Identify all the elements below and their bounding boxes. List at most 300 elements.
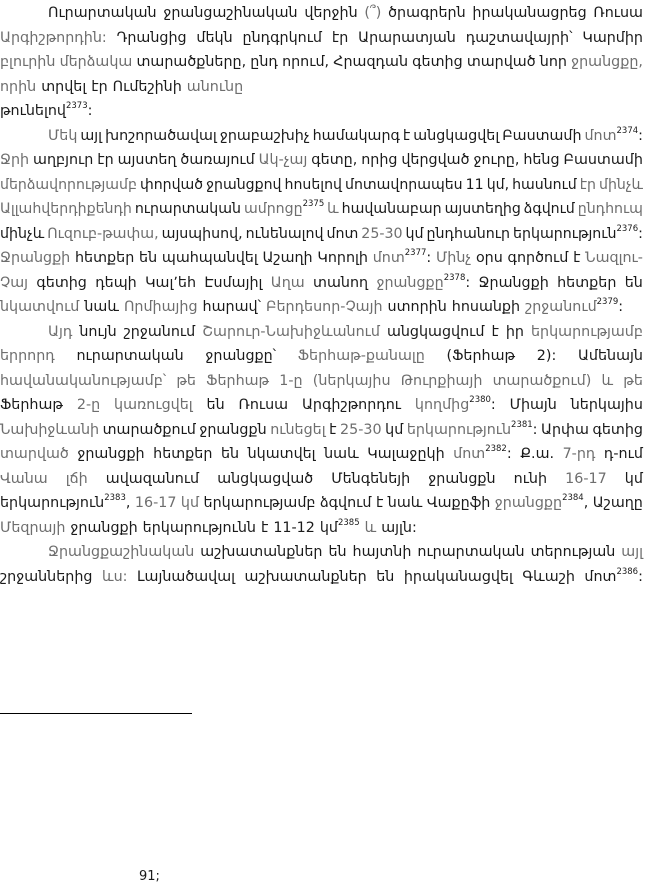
word-text: Ակ-չայ (258, 152, 308, 168)
text-word (245, 567, 367, 587)
text-word (206, 175, 281, 195)
text-word (520, 444, 554, 464)
text-word (199, 420, 266, 440)
text-word (571, 52, 643, 72)
word-text: ևս: (101, 568, 128, 585)
word-text: մոտ (326, 225, 359, 242)
text-word (48, 3, 157, 23)
text-word (427, 493, 490, 513)
text-line (0, 273, 643, 293)
word-text: Շարուր-Նախիջևանում (202, 323, 380, 340)
word-text: այստեղ (117, 152, 177, 168)
word-text: տարածքում (102, 421, 196, 438)
text-word (217, 469, 313, 489)
text-word (0, 175, 137, 195)
word-text: գետից (36, 274, 87, 291)
text-word (266, 297, 383, 317)
text-word (250, 52, 278, 72)
punctuation: , (583, 495, 589, 511)
text-word (70, 518, 137, 538)
word-text: երկարությունն (142, 519, 256, 536)
word-text: տանող (313, 274, 369, 291)
text-word (525, 297, 623, 317)
word-text: ստորին (387, 299, 447, 315)
text-line (0, 248, 643, 268)
word-text: Ուրարտական (48, 5, 157, 21)
word-text: Բերդեսոր-Չայի (265, 299, 383, 315)
word-text: աշխատանքներ (200, 544, 323, 560)
text-word (387, 322, 484, 342)
text-line (0, 420, 643, 440)
word-text: հետքեր (153, 446, 213, 462)
text-word (625, 273, 643, 293)
word-text: ջրանցքի (77, 446, 145, 462)
text-word (135, 493, 177, 513)
text-word (48, 542, 194, 562)
text-word (47, 224, 158, 244)
word-text: վերջին (304, 5, 358, 21)
word-text: հետքեր (557, 274, 617, 291)
text-word (248, 444, 316, 464)
word-text: հենց (523, 152, 560, 168)
text-word (466, 175, 484, 195)
text-word (406, 224, 424, 244)
text-line (0, 77, 248, 97)
footnote-reference[interactable]: 2377 (404, 248, 427, 259)
text-word (510, 395, 557, 415)
word-text: տարված (466, 54, 536, 70)
text-word (331, 469, 410, 489)
text-word (143, 518, 256, 538)
text-word (206, 371, 269, 391)
word-text: (ներկայիս (312, 372, 391, 389)
footnote-reference[interactable]: 2384 (562, 493, 584, 504)
text-word (0, 395, 63, 415)
text-word (304, 3, 357, 23)
word-text: և (601, 372, 614, 389)
punctuation: : (532, 421, 538, 438)
text-word (415, 395, 496, 415)
word-text: մոտ (584, 127, 617, 144)
word-text: Ջրի (0, 152, 30, 168)
footnote-reference[interactable]: 2379 (596, 297, 619, 308)
punctuation: : (506, 446, 512, 462)
text-word (205, 346, 276, 366)
word-text: ձգվում (523, 201, 575, 217)
text-word (403, 126, 410, 146)
word-text: է (402, 127, 411, 144)
text-word (491, 322, 498, 342)
text-word (0, 469, 48, 489)
word-text: և (364, 519, 377, 536)
word-text: է (329, 421, 337, 438)
word-text: Վաքըֆի (426, 495, 491, 511)
word-text: աղբյուր (33, 152, 94, 168)
word-text: դ-ում (603, 446, 643, 462)
text-word (358, 28, 456, 48)
word-text: էր (579, 176, 596, 193)
word-text: մինչև (599, 176, 643, 193)
text-word (407, 420, 538, 440)
word-text: 11 (465, 176, 484, 193)
word-text: Աշաղի (262, 250, 313, 266)
text-word (135, 199, 241, 219)
word-text: ընդհանուր (426, 225, 510, 242)
word-text: մոտավորապես (345, 176, 463, 193)
text-word (584, 567, 643, 587)
word-text: Մինչ (435, 250, 472, 266)
text-word (333, 52, 408, 72)
text-word (246, 224, 324, 244)
word-text: հոսելով (284, 176, 342, 193)
word-text: Ջրանցքաշինական (48, 544, 195, 560)
text-word (181, 493, 199, 513)
text-line (0, 518, 422, 538)
text-word (113, 77, 182, 97)
footnote-reference[interactable]: 2386 (616, 566, 639, 577)
text-word (162, 224, 243, 244)
text-word (0, 420, 99, 440)
word-text: Ք.ա. (520, 446, 555, 462)
text-word (0, 346, 55, 366)
word-text: պահպանվել (161, 250, 258, 266)
footnote-reference[interactable]: 2382 (485, 444, 507, 455)
footnote-reference[interactable]: 2378 (443, 272, 466, 283)
word-text: հավանաբար (341, 201, 442, 217)
word-text: էր (331, 29, 349, 46)
word-text: 16-17 (565, 470, 607, 487)
text-word (95, 273, 137, 293)
word-text: փորված (139, 176, 204, 193)
word-text: նաև (84, 299, 119, 315)
word-text: Թուրքիայի (400, 372, 483, 389)
text-word (0, 28, 107, 48)
text-word (77, 395, 100, 415)
word-text: Ֆերհաթ-քանալը (297, 348, 425, 364)
text-word (317, 248, 368, 268)
text-word (76, 346, 183, 366)
text-word (578, 199, 643, 219)
text-word (202, 322, 380, 342)
word-text: Կորոլի (317, 250, 368, 266)
word-text: Արգիշթորդին: (0, 29, 107, 46)
word-text: Լայնածավալ (136, 568, 236, 585)
text-word (625, 469, 643, 489)
text-word (200, 542, 322, 562)
text-word (472, 3, 586, 23)
text-word (162, 248, 258, 268)
text-word (508, 248, 569, 268)
punctuation: : (490, 397, 496, 413)
word-text: Որմիայից (123, 299, 198, 315)
text-word (599, 175, 643, 195)
text-word (60, 52, 133, 72)
text-word (376, 493, 383, 513)
word-text: օրս (475, 250, 503, 266)
text-word (623, 371, 643, 391)
text-word (621, 542, 643, 562)
text-word (239, 395, 289, 415)
word-text: իրականացվել (403, 568, 513, 585)
text-word (512, 175, 577, 195)
text-word (140, 175, 203, 195)
word-text: տրվել (41, 78, 87, 95)
text-line (48, 3, 643, 23)
text-word (124, 297, 198, 317)
word-text: ունենալով (245, 225, 324, 242)
text-word (180, 150, 254, 170)
text-line (0, 469, 643, 489)
word-text: երկարություն (0, 495, 105, 511)
word-text: մինչև (0, 225, 45, 242)
text-word (320, 518, 360, 538)
text-word (204, 493, 316, 513)
word-text: թունելով (0, 103, 66, 119)
text-word (604, 444, 643, 464)
footnote-reference[interactable]: 2373 (65, 101, 88, 112)
word-text: մերձավորությամբ (0, 176, 137, 193)
word-text: Ռուսա (593, 5, 643, 21)
text-word (427, 224, 510, 244)
word-text: ջրաբաշխիչ (219, 127, 310, 144)
text-line (0, 493, 643, 513)
text-word (0, 493, 130, 513)
text-word (388, 3, 466, 23)
text-word (0, 199, 132, 219)
text-word (0, 567, 92, 587)
text-word (531, 542, 616, 562)
text-word (531, 322, 643, 342)
text-word (563, 444, 596, 464)
word-text: աշխատանքներ (244, 568, 367, 585)
text-word (412, 52, 463, 72)
word-text: ջրանցքով (206, 176, 282, 193)
text-word (48, 126, 77, 146)
word-text: Արփա (541, 421, 589, 438)
text-word (345, 175, 463, 195)
text-word (582, 28, 643, 48)
text-word (476, 248, 503, 268)
word-text: երրորդ (0, 348, 55, 364)
word-text: երկարությամբ (203, 495, 316, 511)
word-text: 2-ը (76, 397, 101, 413)
text-word (365, 518, 377, 538)
word-text: հարավ՝ (202, 299, 261, 315)
text-word (0, 297, 79, 317)
text-word (361, 150, 397, 170)
word-text: ընդ (250, 54, 278, 70)
word-text: Ռուսա (238, 397, 289, 413)
word-text: Կարմիր (582, 29, 643, 46)
text-word (79, 322, 116, 342)
text-word (176, 371, 196, 391)
word-text: կմ, (486, 176, 510, 193)
text-word (513, 224, 643, 244)
word-text: Ֆերհաթ (206, 372, 270, 389)
text-word (320, 493, 372, 513)
word-text: երկարությամբ (531, 323, 643, 340)
word-text: կմ (180, 495, 200, 511)
text-word (340, 420, 382, 440)
text-line (0, 175, 643, 195)
word-text: հոսանքի (451, 299, 521, 315)
footnote-separator (0, 713, 192, 714)
word-text: երկարություն (512, 225, 617, 242)
text-word (270, 420, 325, 440)
text-word (342, 199, 442, 219)
word-text: (՞) (364, 5, 382, 21)
word-text: որին (0, 78, 37, 95)
word-text: Արարատյան (358, 29, 456, 46)
text-word (487, 175, 509, 195)
word-text: մոտ (584, 568, 617, 585)
word-text: ջրանցքի (70, 519, 138, 536)
text-line (0, 150, 643, 170)
text-word (0, 273, 28, 293)
footnote-reference[interactable]: 2385 (337, 517, 360, 528)
text-word (404, 567, 513, 587)
word-text: Ֆերհաթ (0, 397, 63, 413)
word-text: երկարություն (406, 421, 512, 438)
word-text: կմ (624, 470, 643, 487)
text-word (273, 518, 315, 538)
text-word (332, 28, 348, 48)
text-word (137, 567, 235, 587)
text-word (77, 444, 144, 464)
text-word (102, 567, 127, 587)
text-word (0, 101, 92, 121)
word-text: ընդհուպ (577, 201, 643, 217)
word-text: բլուրին (0, 54, 56, 70)
word-text: ունի (513, 470, 548, 487)
word-text: գործում (507, 250, 569, 266)
text-word (139, 248, 157, 268)
word-text: ներկայիս (570, 397, 643, 413)
text-word (592, 420, 643, 440)
word-text: մեկն (196, 29, 233, 46)
text-line (48, 126, 643, 146)
word-text: են (624, 274, 643, 291)
word-text: և (327, 201, 339, 217)
text-word (48, 322, 72, 342)
text-word (204, 273, 262, 293)
word-text: են (328, 544, 347, 560)
word-text: 2): (536, 348, 557, 364)
word-text: Ամենայն (577, 348, 643, 364)
footnote-reference[interactable]: 2376 (616, 223, 639, 234)
word-text: հասնում (512, 176, 577, 193)
text-word (106, 469, 199, 489)
text-word (453, 444, 512, 464)
word-text: Մեզրայի (0, 519, 66, 536)
text-word (84, 297, 119, 317)
text-line (0, 297, 628, 317)
text-word (353, 542, 412, 562)
word-text: լճի (65, 470, 88, 487)
word-text: ջրանցքը, (571, 54, 643, 70)
word-text: որում, (282, 54, 330, 70)
text-word (524, 199, 575, 219)
word-text: մոտ (453, 446, 486, 462)
word-text: ուրարտական (76, 348, 184, 364)
word-text: վերցված (401, 152, 470, 168)
text-word (445, 199, 521, 219)
text-word (0, 248, 70, 268)
word-text: Կալ՚եհ (145, 274, 197, 291)
word-text: հավանականությամբ՝ (0, 372, 167, 389)
text-word (66, 469, 88, 489)
word-text: 11-12 (273, 519, 315, 536)
word-text: Միայն (509, 397, 557, 413)
text-word (203, 297, 261, 317)
text-word (578, 346, 643, 366)
text-line (0, 346, 643, 366)
text-line (0, 371, 643, 391)
text-word (367, 444, 444, 464)
word-text: Վանա (0, 470, 48, 487)
word-text: դեպի (95, 274, 137, 291)
word-text: Ջրանցքի (478, 274, 549, 291)
word-text: Դրանցից (116, 29, 187, 46)
word-text: մոտ (372, 250, 405, 266)
footnote-reference[interactable]: 2383 (104, 493, 126, 504)
word-text: շրջաններից (0, 568, 93, 585)
text-word (364, 3, 381, 23)
text-word (473, 150, 519, 170)
word-text: ընդգրկում (242, 29, 322, 46)
text-word (479, 273, 549, 293)
word-text: տարված (0, 446, 69, 462)
text-word (0, 77, 36, 97)
text-line (0, 567, 643, 587)
word-text: ջրանցքն (428, 470, 496, 487)
word-text: ձգվում (319, 495, 372, 511)
text-word (145, 273, 196, 293)
word-text: Ալլահվերդիքենդի (0, 201, 132, 217)
word-text: կողմից (414, 397, 470, 413)
text-line (0, 444, 643, 464)
word-text: է (375, 495, 384, 511)
text-word (279, 371, 302, 391)
text-word (302, 395, 401, 415)
footnote-reference[interactable]: 2374 (616, 125, 639, 136)
word-text: այսպիսով, (161, 225, 243, 242)
word-text: է (491, 323, 499, 340)
word-text: կմ (405, 225, 424, 242)
text-word (80, 126, 102, 146)
text-word (557, 273, 616, 293)
footnote-reference[interactable]: 2380 (469, 395, 491, 406)
text-word (428, 469, 495, 489)
text-word (262, 248, 312, 268)
word-text: հետքեր (75, 250, 135, 266)
word-text: ավազանում (105, 470, 200, 487)
word-text: ջրանցքը՝ (205, 348, 277, 364)
text-word (376, 567, 394, 587)
text-word (571, 395, 643, 415)
text-word (580, 175, 596, 195)
punctuation: : (638, 568, 643, 585)
text-word (585, 248, 643, 268)
text-word (298, 346, 425, 366)
word-text: ջրանցքը (494, 495, 563, 511)
word-text: 16-17 (134, 495, 177, 511)
word-text: նույն (79, 323, 117, 340)
text-word (243, 28, 322, 48)
footnote-reference[interactable]: 2381 (511, 419, 533, 430)
text-word (187, 77, 243, 97)
footnote-reference[interactable]: 2375 (302, 199, 325, 210)
